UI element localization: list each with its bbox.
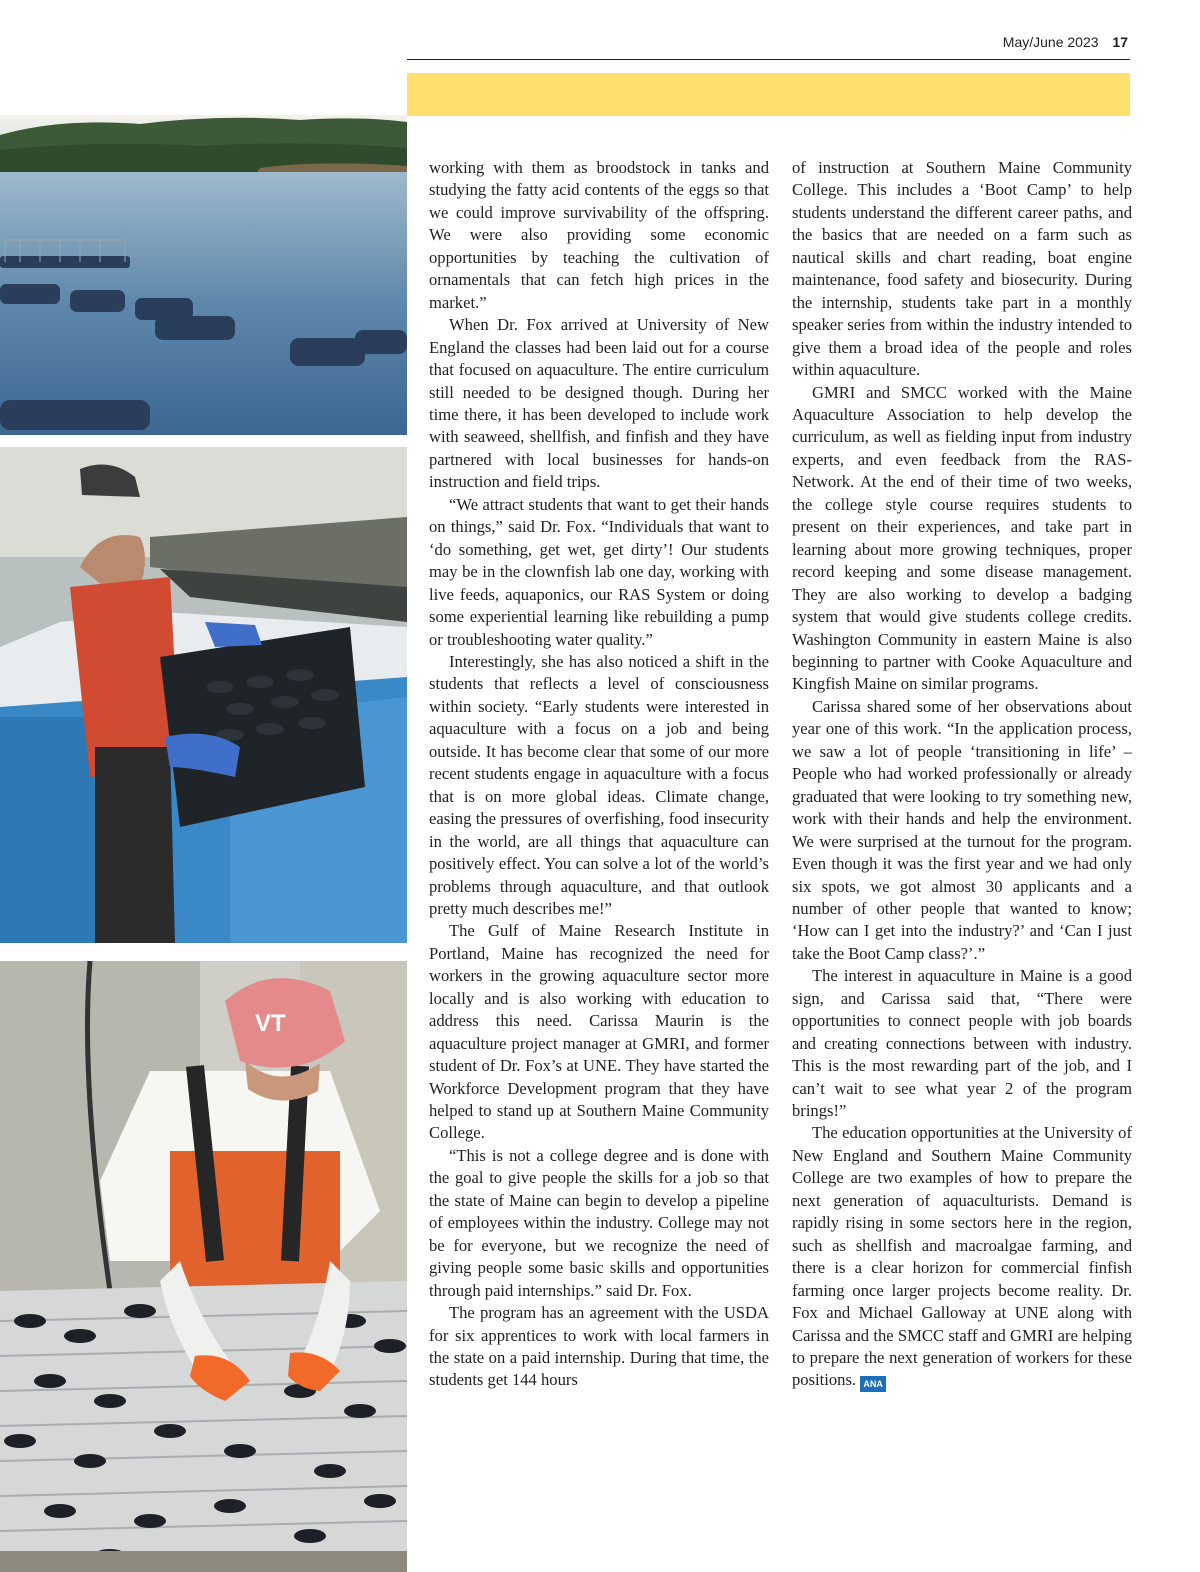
paragraph: The interest in aquaculture in Maine is a good sign, and Carissa said that, “There were opportunities to connect people with job boards and creating connections between with industry. This is the most rewarding part of the job, and I can’t wait to see what year 2 of the program brings!” bbox=[792, 966, 1132, 1121]
paragraph: Interestingly, she has also noticed a shift in the students that reflects a level of consciousness within society. “Early students were interested in aquaculture with a focus on a job and being outside. It has become clear that some of our more recent students engage in aquaculture with a focus that is on more global ideas. Climate change, easing the pressures of overfishing, food insecurity in the world, are all things that aquaculture can positively effect. You can solve a lot of the world’s problems through aquaculture, and that outlook pretty much describes me!” bbox=[429, 651, 769, 918]
article-column-1 bbox=[429, 157, 769, 1392]
end-of-article-mark: ANA bbox=[860, 1376, 886, 1392]
paragraph: working with them as broodstock in tanks and studying the fatty acid contents of the eggs so that we could improve survivability of the offspring. We were also providing some economic opportunities by teaching the cultivation of ornamentals that can fetch high prices in the market.” bbox=[429, 158, 769, 312]
issue-date: May/June 2023 bbox=[1002, 34, 1099, 50]
cap-logo-text: VT bbox=[255, 1010, 286, 1037]
yellow-band bbox=[407, 73, 1130, 116]
paragraph: GMRI and SMCC worked with the Maine Aquaculture Association to help develop the curriculum, as well as fielding input from industry experts, and even feedback from the RAS-Network. At the end of their time of two weeks, the college style course requires students to present on their experiences, and take part in learning about more growing techniques, proper record keeping and some disease management. They are also working to develop a badging system that would give students college credits. Washington Community in eastern Maine is also beginning to partner with Cooke Aquaculture and Kingfish Maine on similar programs. bbox=[792, 382, 1132, 694]
issue-info bbox=[1003, 34, 1128, 50]
paragraph: of instruction at Southern Maine Community College. This includes a ‘Boot Camp’ to help students understand the different career paths, and the basics that are needed on a farm such as nautical skills and chart reading, boat engine maintenance, food safety and biosecurity. During the internship, students take part in a monthly speaker series from within the industry intended to give them a broad idea of the people and roles within aquaculture. bbox=[792, 158, 1132, 380]
mussel-farm-bay-photo bbox=[0, 0, 407, 435]
paragraph-text: The education opportunities at the University of New England and Southern Maine Community College are two examples of how to prepare the next generation of aquaculturists. Demand is rapidly rising in some sectors here in the region, such as shellfish and macroalgae farming, and there is a clear horizon for commercial finfish farming once larger projects become reality. Dr. Fox and Michael Galloway at UNE along with Carissa and the SMCC staff and GMRI are helping to prepare the next generation of workers for these positions. bbox=[792, 1123, 1132, 1390]
paragraph: Carissa shared some of her observations about year one of this work. “In the application process, we saw a lot of people ‘transitioning in life’ – People who had worked professionally or already graduated that were looking to try something new, work with their hands and help the environment. We were surprised at the turnout for the program. Even though it was the first year and we had only six spots, we got almost 30 applicants and a number of other people that wanted to know; ‘How can I get into the industry?’ and ‘Can I just take the Boot Camp class?’.” bbox=[792, 696, 1132, 963]
header-rule bbox=[407, 59, 1130, 60]
paragraph: “This is not a college degree and is done with the goal to give people the skills for a job so that the state of Maine can begin to develop a pipeline of employees within the industry. College may not be for everyone, but we recognize the need of giving people some basic skills and opportunities through paid internships.” said Dr. Fox. bbox=[429, 1145, 769, 1300]
paragraph: The Gulf of Maine Research Institute in Portland, Maine has recognized the need for workers in the growing aquaculture sector more locally and is also working with education to address this need. Carissa Maurin is the aquaculture project manager at GMRI, and former student of Dr. Fox’s at UNE. They have started the Workforce Development program that they have helped to stand up at Southern Maine Community College. bbox=[429, 921, 769, 1143]
paragraph: When Dr. Fox arrived at University of New England the classes had been laid out for a course that focused on aquaculture. The entire curriculum still needed to be designed though. During her time there, it has been developed to include work with seaweed, shellfish, and finfish and they have partnered with local businesses for hands-on instruction and field trips. bbox=[429, 315, 769, 492]
page-number: 17 bbox=[1112, 34, 1128, 50]
paragraph: “We attract students that want to get their hands on things,” said Dr. Fox. “Individuals that want to ‘do something, get wet, get dirty’! Our students may be in the clownfish lab one day, working with live feeds, aquaponics, our RAS System or doing some experiential learning like rebuilding a pump or troubleshooting water quality.” bbox=[429, 494, 769, 649]
worker-sorting-mussels-photo bbox=[0, 961, 407, 1572]
article-column-2 bbox=[792, 157, 1132, 1392]
worker-carrying-mussel-crate-photo bbox=[0, 447, 407, 943]
paragraph: The program has an agreement with the USDA for six apprentices to work with local farmers in the state on a paid internship. During that time, the students get 144 hours bbox=[429, 1303, 769, 1390]
final-paragraph bbox=[792, 1122, 1132, 1392]
